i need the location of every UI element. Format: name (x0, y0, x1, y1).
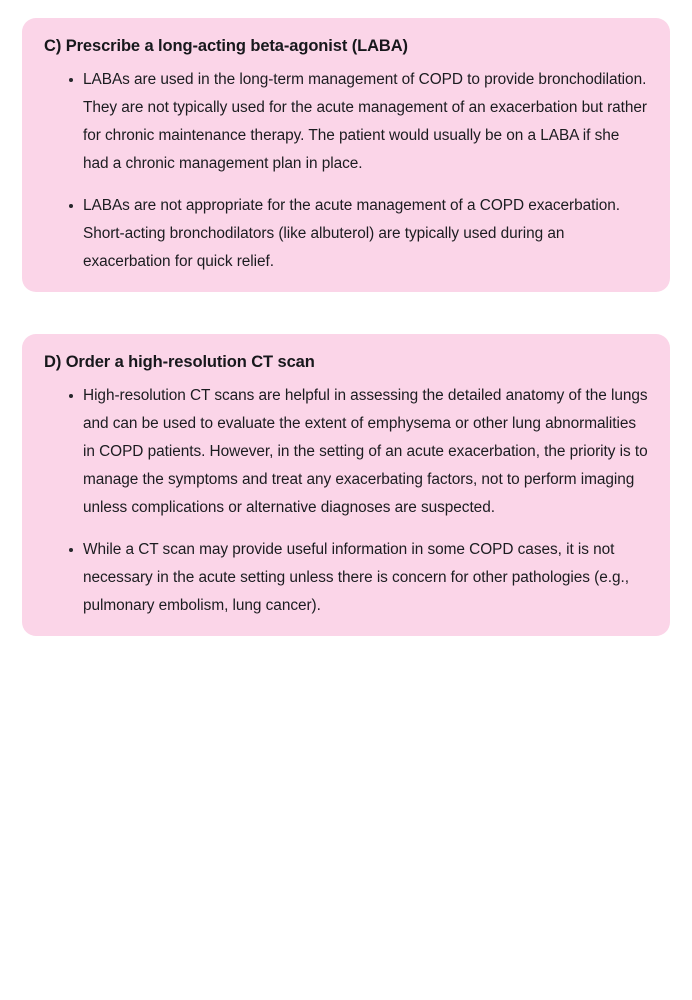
bullet-point-icon (69, 394, 73, 398)
option-c-title: C) Prescribe a long-acting beta-agonist (LABA) (44, 37, 408, 55)
option-d-bullet-list (44, 382, 648, 620)
list-item (44, 192, 648, 276)
list-item-text: LABAs are used in the long-term management of COPD to provide bronchodilation. They are not typically used for the acute management of an exacerbation but rather for chronic maintenance therapy. The patient would usually be on a LABA if she had a chronic management plan in place. (83, 71, 647, 172)
bullet-point-icon (69, 204, 73, 208)
option-d-title: D) Order a high-resolution CT scan (44, 353, 315, 371)
list-item (44, 536, 648, 620)
bullet-point-icon (69, 78, 73, 82)
list-item-text: High-resolution CT scans are helpful in assessing the detailed anatomy of the lungs and can be used to evaluate the extent of emphysema or other lung abnormalities in COPD patients. However, in the setting of an acute exacerbation, the priority is to manage the symptoms and treat any exacerbating factors, not to perform imaging unless complications or alternative diagnoses are suspected. (83, 387, 648, 516)
option-c-card (22, 18, 670, 292)
list-item-text: While a CT scan may provide useful information in some COPD cases, it is not necessary in the acute setting unless there is concern for other pathologies (e.g., pulmonary embolism, lung cancer). (83, 541, 629, 614)
option-d-card (22, 334, 670, 636)
list-item (44, 66, 648, 178)
list-item (44, 382, 648, 522)
bullet-point-icon (69, 548, 73, 552)
list-item-text: LABAs are not appropriate for the acute management of a COPD exacerbation. Short-acting bronchodilators (like albuterol) are typically used during an exacerbation for quick relief. (83, 197, 620, 270)
option-c-bullet-list (44, 66, 648, 276)
